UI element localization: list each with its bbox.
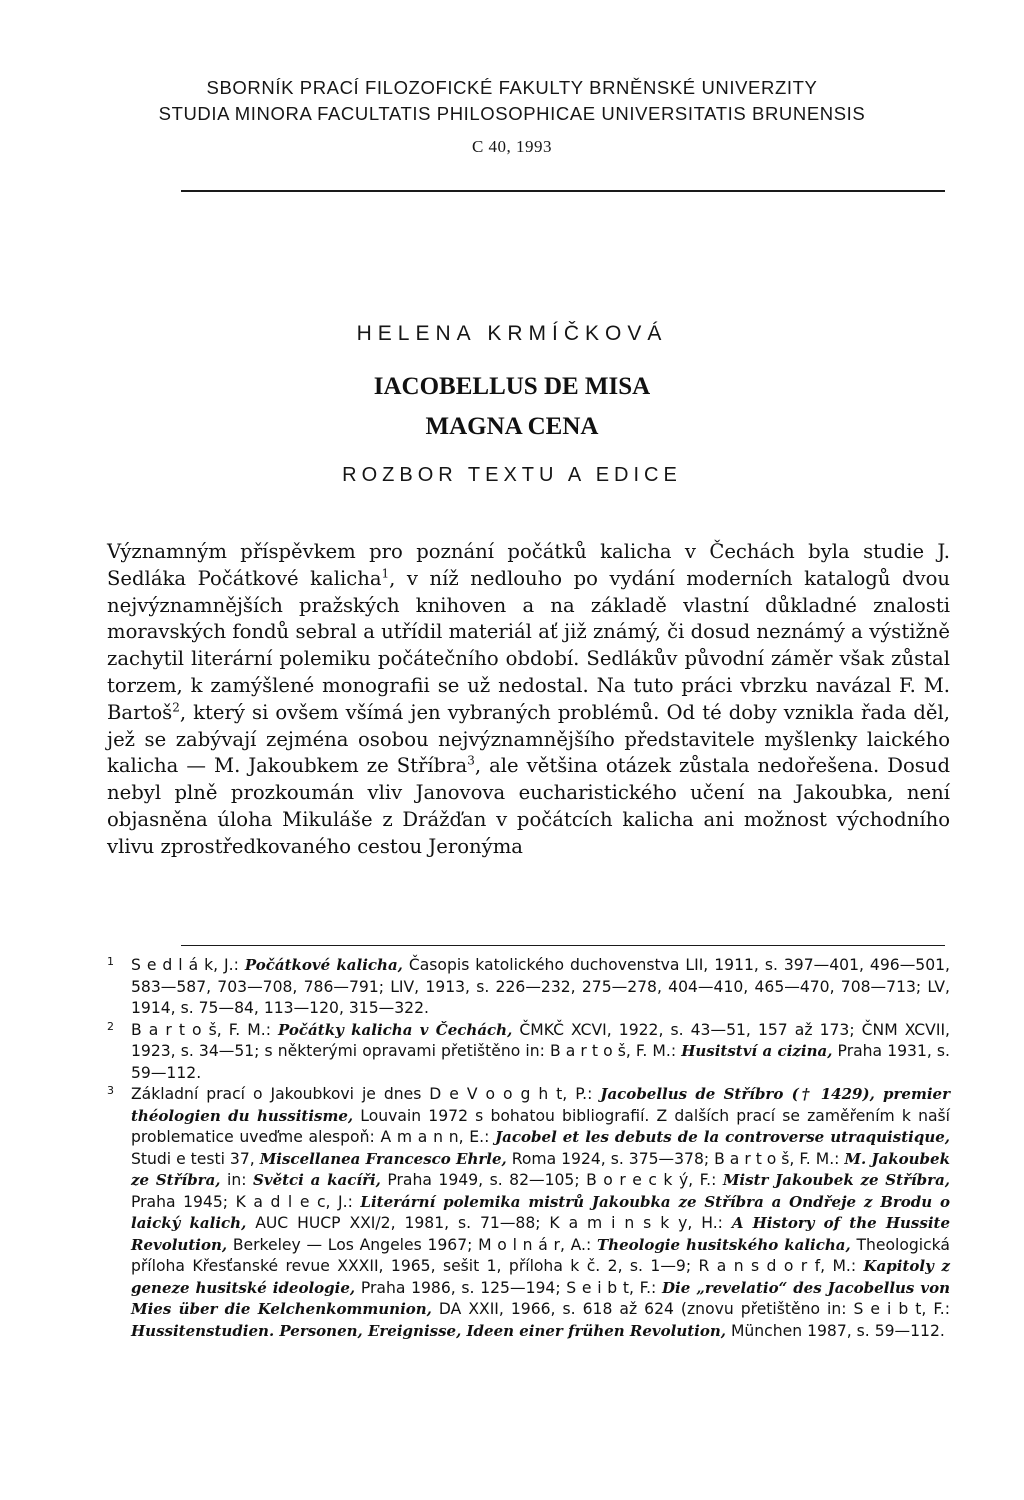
footnote-italic: Počátkové kalicha, [244,956,403,974]
footnote-text: Theologická příloha Křesťanské revue XXXII, 1965, sešit 1, příloha k č. 2, s. 1—9; R a n s d o r f, M.: [131,1235,950,1275]
article-title-line1: IACOBELLUS DE MISA [373,373,651,400]
footnote-ref-2[interactable]: 2 [172,700,180,715]
footnote-text: in: [220,1171,254,1189]
body-paragraph [107,539,950,861]
footnote-text: Praha 1949, s. 82—105; B o r e c k ý, F.: [380,1171,723,1189]
footnote-italic: Literární polemika mistrů Jakoubka ze Stříbra a Ondřeje z Brodu o laický kalich, [131,1192,951,1232]
footnote-italic: M. Jakoubek ze Stříbra, [131,1149,950,1189]
body-text-part: , ale většina otázek zůstala nedořešena. Dosud nebyl plně prozkoumán vliv Janovova eucharistického učení na Jakoubka, není objasněna úloha Mikuláše z Drážďan v počátcích kalicha ani možnost východního vlivu zprostředkovaného cestou Jeronýma [107,754,950,858]
footnote-text: S e d l á k, J.: [131,956,245,974]
footnote-text: Praha 1986, s. 125—194; S e i b t, F.: [355,1278,662,1297]
footnotes [107,955,950,1342]
footnote-text: Roma 1924, s. 375—378; B a r t o š, F. M.: [506,1149,845,1168]
footnote-1 [107,955,950,1020]
body-text-part: , v níž nedlouho po vydání moderních katalogů dvou nejvýznamnějších pražských knihoven a na základě vlastní důkladné znalosti moravských fondů sebral a utřídil materiál ať již známý, či dosud neznámý a výstižně zachytil literární polemiku počátečního období. Sedlákův původní záměr však zůstal torzem, k zamýšlené monografii se už nedostal. Na tuto práci vbrzku navázal F. M. Bartoš [107,566,951,724]
series-number: C 40, 1993 [471,137,553,156]
footnote-number: 1 [107,955,114,968]
footnote-italic: Die „revelatio“ des Jacobellus von Mies über die Kelchenkommunion, [131,1278,950,1318]
body-text-part: , který si ovšem všímá jen vybraných problémů. Od té doby vznikla řada děl, jež se zabývají zejména osobou nejvýznamnějšího představitele myšlenky laického kalicha — M. Jakoubkem ze Stříbra [107,700,950,778]
footnote-number: 3 [107,1084,114,1097]
header-rule [181,190,945,192]
footnote-italic: A History of the Hussite Revolution, [131,1214,950,1254]
author-name: HELENA KRMÍČKOVÁ [356,322,668,345]
journal-title-czech: SBORNÍK PRACÍ FILOZOFICKÉ FAKULTY BRNĚNSKÉ UNIVERZITY [206,77,818,98]
footnote-number: 2 [107,1019,114,1033]
footnote-italic: Hussitenstudien. Personen, Ereignisse, Ideen einer frühen Revolution, [131,1321,726,1340]
footnote-text: Studi e testi 37, [131,1149,260,1168]
footnote-text: Základní prací o Jakoubkovi je dnes D e V o o g h t, P.: [131,1085,601,1103]
footnote-text: Praha 1945; K a d l e c, J.: [131,1192,361,1211]
footnote-text: Berkeley — Los Angeles 1967; M o l n á r, A.: [227,1235,597,1254]
footnote-ref-3[interactable]: 3 [467,753,475,768]
footnote-italic: Kapitoly z geneze husitské ideologie, [131,1257,950,1297]
footnote-rule [181,945,945,946]
footnote-italic: Theologie husitského kalicha, [597,1235,851,1254]
journal-title-latin: STUDIA MINORA FACULTATIS PHILOSOPHICAE UNIVERSITATIS BRUNENSIS [158,103,866,124]
footnote-2 [107,1020,950,1085]
footnote-ref-1[interactable]: 1 [381,566,390,581]
footnote-text: AUC HUCP XXI/2, 1981, s. 71—88; K a m i n s k y, H.: [246,1214,732,1232]
footnote-text: B a r t o š, F. M.: [131,1020,279,1039]
footnote-text: DA XXII, 1966, s. 618 až 624 (znovu přetištěno in: S e i b t, F.: [431,1300,951,1318]
footnote-text: Praha 1931, s. 59—112. [131,1042,951,1082]
footnote-italic: Jacobel et les debuts de la controverse utraquistique, [495,1128,950,1146]
footnote-italic: Miscellanea Francesco Ehrle, [259,1149,507,1168]
article-title-line2: MAGNA CENA [425,413,599,440]
footnote-3 [107,1084,950,1342]
footnote-italic: Husitství a cizina, [681,1042,833,1060]
footnote-italic: Mistr Jakoubek ze Stříbra, [722,1171,951,1189]
footnote-text: ČMKČ XCVI, 1922, s. 43—51, 157 až 173; ČNM XCVII, 1923, s. 34—51; s některými opravami přetištěno in: B a r t o š, F. M.: [131,1020,951,1060]
body-text-part: Významným příspěvkem pro poznání počátků kalicha v Čechách byla studie J. Sedláka Počátkové kalicha [107,540,950,590]
footnote-text: Časopis katolického duchovenstva LII, 1911, s. 397—401, 496—501, 583—587, 703—708, 786—791; LIV, 1913, s. 226—232, 275—278, 404—410, 465—470, 708—713; LV, 1914, s. 75—84, 113—120, 315—322. [131,956,951,1017]
footnote-text: München 1987, s. 59—112. [726,1321,945,1340]
article-subtitle: ROZBOR TEXTU A EDICE [342,464,682,486]
footnote-italic: Počátky kalicha v Čechách, [278,1020,513,1039]
footnote-italic: Jacobellus de Stříbro († 1429), premier théologien du hussitisme, [131,1085,950,1125]
footnote-text: Louvain 1972 s bohatou bibliografií. Z dalších prací se zaměřením k naší problematice uveďme alespoň: A m a n n, E.: [131,1106,950,1146]
footnote-italic: Světci a kacíři, [253,1171,381,1189]
